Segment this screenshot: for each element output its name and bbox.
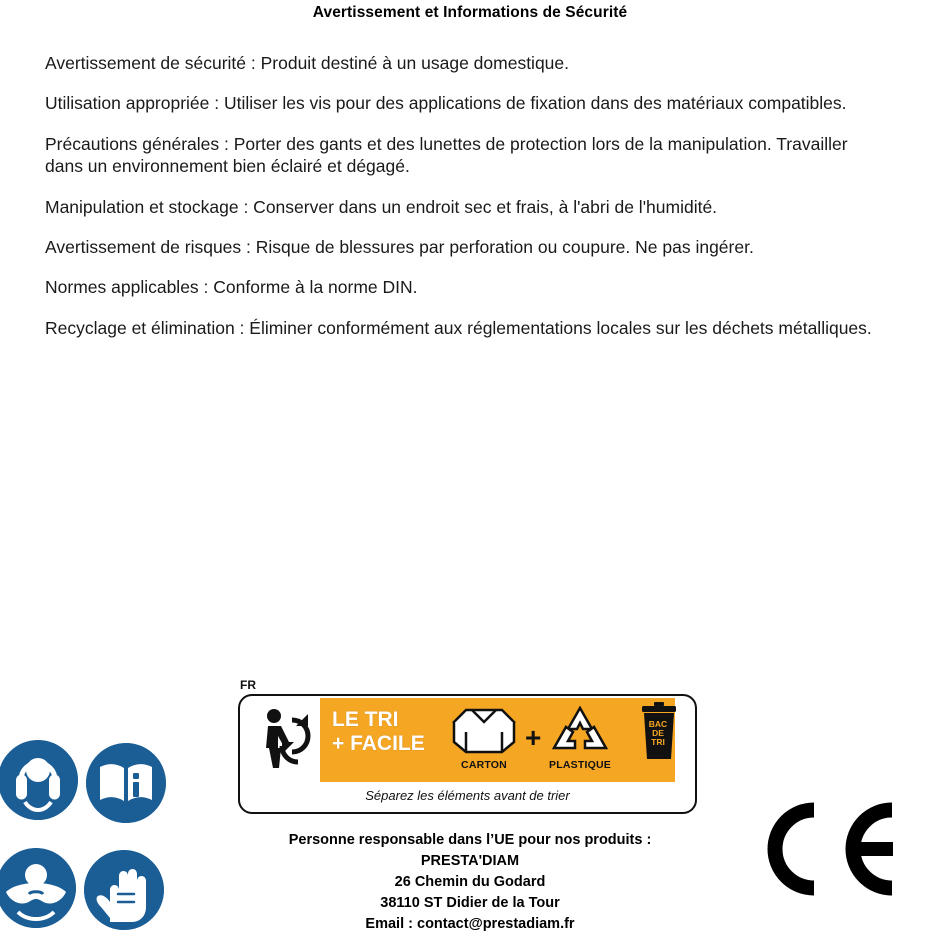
page-title: Avertissement et Informations de Sécurité (312, 4, 628, 21)
eye-protection-icon (0, 848, 76, 928)
carton-label: CARTON (461, 759, 507, 771)
bin-line-2: DE (652, 727, 664, 738)
gloves-icon (84, 850, 164, 930)
email-address: contact@prestadiam.fr (417, 916, 575, 933)
plastique-label: PLASTIQUE (549, 759, 611, 771)
ce-mark-icon (752, 802, 902, 897)
responsible-lead (180, 830, 760, 851)
list-item: Normes applicables : Conforme à la norme DIN. (45, 277, 418, 298)
plastique-material (536, 704, 624, 771)
responsible-lead-strong: UE (494, 832, 515, 848)
triman-language-tag: FR (240, 678, 256, 692)
bin-line-3: TRI (651, 736, 665, 747)
list-item: Utilisation appropriée : Utiliser les vis pour des applications de fixation dans des matériaux compatibles. (45, 93, 847, 114)
ear-protection-icon (0, 740, 78, 820)
list-item: Avertissement de risques : Risque de blessures par perforation ou coupure. Ne pas ingérer. (45, 236, 754, 257)
plus-icon: + (525, 722, 542, 753)
list-item: Recyclage et élimination : Éliminer conformément aux réglementations locales sur les déchets métalliques. (45, 317, 872, 338)
triman-headline-line1: LE TRI (332, 708, 399, 731)
footer-area (0, 650, 940, 940)
bin-line-1: BAC (648, 719, 668, 729)
read-manual-icon (86, 743, 166, 823)
list-item: Précautions générales : Porter des gants et des lunettes de protection lors de la manipulation. Travailler dans un environnement bien éclairé et dégagé. (45, 133, 848, 177)
recycling-bin-text (641, 720, 675, 747)
triman-headline (332, 708, 442, 755)
triman-man-icon (248, 704, 318, 776)
triman-box (238, 694, 697, 814)
triman-headline-line2: + FACILE (332, 731, 425, 755)
company-name: PRESTA'DIAM (420, 853, 520, 870)
email-line (180, 914, 760, 935)
responsible-lead-suffix: pour nos produits : (514, 832, 652, 848)
address-line-1: 26 Chemin du Godard (394, 874, 546, 891)
address-line-2: 38110 ST Didier de la Tour (380, 895, 560, 912)
safety-information-list (45, 52, 885, 357)
responsible-person-block (180, 830, 760, 935)
triman-recycling-label (238, 678, 693, 813)
email-label: Email : (365, 916, 417, 933)
list-item: Avertissement de sécurité : Produit destiné à un usage domestique. (45, 53, 570, 73)
pictogram-cluster (0, 740, 186, 940)
list-item: Manipulation et stockage : Conserver dans un endroit sec et frais, à l'abri de l'humidité. (45, 196, 718, 217)
responsible-lead-prefix: Personne responsable dans l’ (288, 832, 495, 848)
recycling-bin-icon (630, 700, 688, 780)
triman-footer-text: Séparez les éléments avant de trier (365, 788, 570, 803)
carton-material (445, 704, 523, 771)
